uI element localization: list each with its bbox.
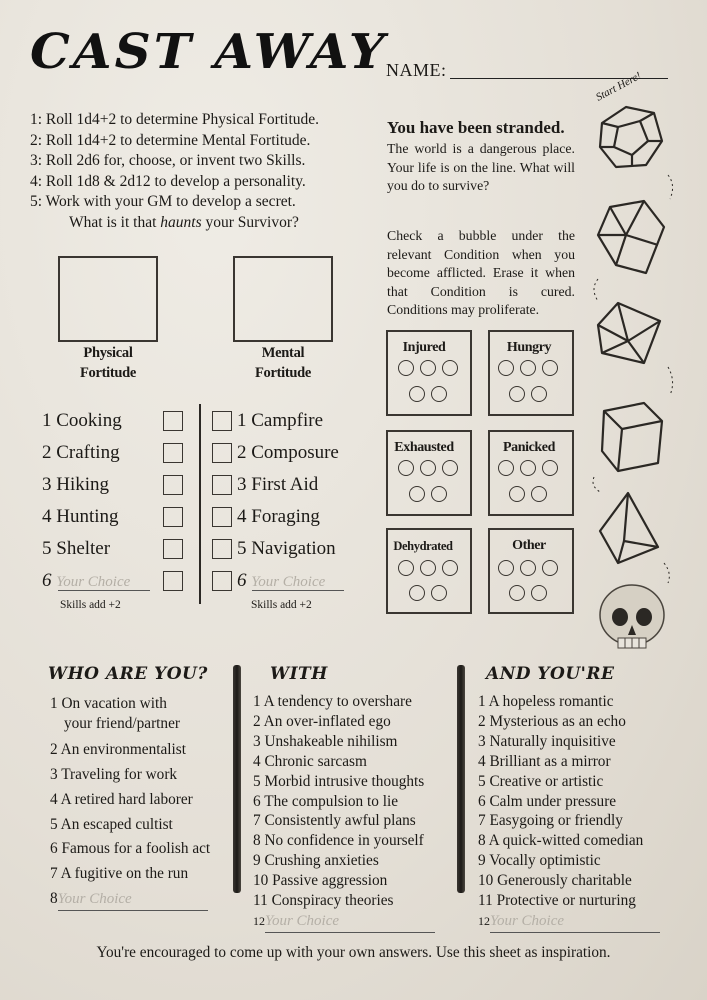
condition-label: Hungry — [506, 340, 552, 355]
youre-heading: AND YOU'RE — [486, 664, 615, 684]
list-item: 8 No confidence in yourself — [253, 832, 424, 850]
skull-icon — [600, 585, 664, 648]
list-item: 5 An escaped cultist — [50, 815, 173, 833]
condition-bubble[interactable] — [542, 460, 558, 476]
condition-bubble[interactable] — [520, 560, 536, 576]
list-item: 9 Vocally optimistic — [478, 852, 601, 870]
step-1: 1: Roll 1d4+2 to determine Physical Fortitude. — [30, 111, 320, 128]
column-divider — [457, 665, 465, 893]
condition-label: Injured — [402, 340, 446, 355]
who-list — [50, 694, 210, 911]
condition-bubble[interactable] — [442, 560, 458, 576]
condition-bubble[interactable] — [442, 460, 458, 476]
mental-fortitude-label: Mental Fortitude — [254, 345, 312, 381]
list-item: 7 Consistently awful plans — [253, 812, 416, 830]
with-heading: WITH — [270, 664, 328, 684]
list-item: 5 Morbid intrusive thoughts — [253, 772, 425, 790]
condition-bubble[interactable] — [431, 486, 447, 502]
condition-bubble[interactable] — [431, 386, 447, 402]
footer-note: You're encouraged to come up with your own answers. Use this sheet as inspiration. — [96, 944, 611, 961]
list-item: 6 The compulsion to lie — [253, 792, 399, 810]
skill-checkbox[interactable] — [163, 475, 183, 495]
condition-bubble[interactable] — [509, 386, 525, 402]
condition-bubble[interactable] — [398, 560, 414, 576]
list-item-choice[interactable]: 12Your Choice — [253, 911, 435, 933]
condition-bubble[interactable] — [442, 360, 458, 376]
condition-bubble[interactable] — [398, 460, 414, 476]
condition-bubble[interactable] — [431, 585, 447, 601]
youre-list — [478, 692, 660, 933]
condition-bubble[interactable] — [420, 360, 436, 376]
list-item: 8 A quick-witted comedian — [478, 832, 644, 850]
d12-icon — [600, 107, 662, 167]
condition-bubble[interactable] — [409, 386, 425, 402]
list-item: 6 Calm under pressure — [478, 792, 617, 810]
step-2: 2: Roll 1d4+2 to determine Mental Fortitude. — [30, 131, 311, 149]
skill-cooking: 1 Cooking — [42, 410, 122, 431]
column-divider — [233, 665, 241, 893]
who-heading: WHO ARE YOU? — [48, 664, 208, 684]
list-item: 11 Conspiracy theories — [253, 892, 394, 910]
with-list — [253, 692, 435, 933]
condition-bubble[interactable] — [498, 560, 514, 576]
list-item: 2 An environmentalist — [50, 740, 186, 758]
skill-first-aid: 3 First Aid — [237, 474, 319, 495]
condition-bubble[interactable] — [509, 585, 525, 601]
skill-composure: 2 Composure — [237, 442, 339, 463]
skills-divider — [199, 404, 201, 604]
skill-choice-right: 6 Your Choice — [237, 570, 326, 591]
skill-checkbox[interactable] — [212, 411, 232, 431]
physical-fortitude-label: Physical Fortitude — [79, 345, 137, 381]
step-5: 5: Work with your GM to develop a secret. — [30, 193, 296, 210]
skill-checkbox[interactable] — [163, 411, 183, 431]
list-item: 4 Chronic sarcasm — [253, 752, 367, 770]
mental-fortitude-box[interactable] — [233, 256, 333, 342]
skill-hiking: 3 Hiking — [42, 474, 110, 495]
condition-label: Panicked — [502, 440, 556, 455]
page-title: CAST AWAY — [30, 23, 388, 80]
step-5-haunts: What is it that haunts your Survivor? — [69, 213, 299, 231]
skill-checkbox[interactable] — [163, 443, 183, 463]
stranded-text: The world is a dangerous place. Your life is on the line. What will you do to survive? — [387, 141, 575, 193]
list-item-choice[interactable]: 8Your Choice — [50, 889, 210, 911]
list-item: 5 Creative or artistic — [478, 772, 604, 790]
list-item: 9 Crushing anxieties — [253, 852, 379, 870]
list-item: 2 An over-inflated ego — [253, 712, 391, 730]
skill-foraging: 4 Foraging — [237, 506, 320, 527]
skills-add-note-right: Skills add +2 — [251, 599, 312, 611]
skill-hunting: 4 Hunting — [42, 506, 119, 527]
choice-line-right[interactable] — [252, 590, 344, 591]
condition-label: Other — [512, 538, 546, 553]
condition-bubble[interactable] — [509, 486, 525, 502]
d4-icon — [600, 493, 658, 563]
skill-checkbox[interactable] — [212, 507, 232, 527]
list-item: 4 A retired hard laborer — [50, 790, 193, 808]
condition-bubble[interactable] — [409, 486, 425, 502]
skill-checkbox[interactable] — [163, 539, 183, 559]
condition-label: Exhausted — [394, 440, 454, 455]
list-item: 10 Generously charitable — [478, 872, 632, 890]
condition-bubble[interactable] — [498, 360, 514, 376]
name-label: NAME: — [386, 60, 447, 80]
list-item: 2 Mysterious as an echo — [478, 712, 626, 730]
skill-campfire: 1 Campfire — [237, 410, 324, 431]
list-item: 3 Traveling for work — [50, 765, 178, 783]
condition-bubble[interactable] — [420, 560, 436, 576]
condition-bubble[interactable] — [531, 486, 547, 502]
conditions-instructions: Check a bubble under the relevant Condition when you become afflicted. Erase it when that Condition is cured. Conditions may proliferate. — [387, 228, 575, 317]
list-item: 1 On vacation with — [50, 695, 167, 712]
dice-track — [588, 95, 678, 655]
condition-bubble[interactable] — [420, 460, 436, 476]
skill-shelter: 5 Shelter — [42, 538, 111, 559]
condition-bubble[interactable] — [520, 460, 536, 476]
skill-choice-left: 6 Your Choice — [42, 570, 131, 591]
condition-bubble[interactable] — [542, 360, 558, 376]
condition-bubble[interactable] — [542, 560, 558, 576]
step-3: 3: Roll 2d6 for, choose, or invent two Skills. — [30, 152, 306, 169]
skill-checkbox[interactable] — [163, 571, 183, 591]
skill-checkbox[interactable] — [212, 443, 232, 463]
list-item: 3 Naturally inquisitive — [478, 732, 616, 750]
list-item: 7 A fugitive on the run — [50, 865, 189, 883]
list-item: 1 A tendency to overshare — [253, 693, 412, 710]
list-item: 3 Unshakeable nihilism — [253, 732, 398, 750]
list-item: 11 Protective or nurturing — [478, 892, 636, 910]
d6-icon — [602, 403, 662, 471]
list-item: 7 Easygoing or friendly — [478, 812, 623, 830]
skill-checkbox[interactable] — [163, 507, 183, 527]
condition-bubble[interactable] — [531, 386, 547, 402]
condition-bubble[interactable] — [498, 460, 514, 476]
condition-bubble[interactable] — [398, 360, 414, 376]
condition-bubble[interactable] — [409, 585, 425, 601]
start-here-label: Start Here! — [594, 69, 644, 104]
list-item: 6 Famous for a foolish act — [50, 840, 211, 858]
skills-add-note-left: Skills add +2 — [60, 599, 121, 611]
list-item: 4 Brilliant as a mirror — [478, 752, 611, 770]
step-4: 4: Roll 1d8 & 2d12 to develop a personality. — [30, 172, 306, 190]
skill-navigation: 5 Navigation — [237, 538, 336, 559]
list-item: 1 A hopeless romantic — [478, 693, 614, 710]
skill-crafting: 2 Crafting — [42, 442, 120, 463]
condition-label: Dehydrated — [393, 539, 453, 553]
stranded-heading: You have been stranded. — [387, 118, 565, 137]
list-item: 10 Passive aggression — [253, 872, 388, 890]
list-item: your friend/partner — [64, 714, 180, 732]
choice-line-left[interactable] — [58, 590, 150, 591]
creation-steps — [30, 110, 380, 233]
d10-icon — [598, 201, 664, 273]
skill-checkbox[interactable] — [212, 475, 232, 495]
skill-checkbox[interactable] — [212, 539, 232, 559]
physical-fortitude-box[interactable] — [58, 256, 158, 342]
d8-icon — [598, 303, 660, 363]
skill-checkbox[interactable] — [212, 571, 232, 591]
list-item-choice[interactable]: 12Your Choice — [478, 911, 660, 933]
condition-bubble[interactable] — [520, 360, 536, 376]
condition-bubble[interactable] — [531, 585, 547, 601]
